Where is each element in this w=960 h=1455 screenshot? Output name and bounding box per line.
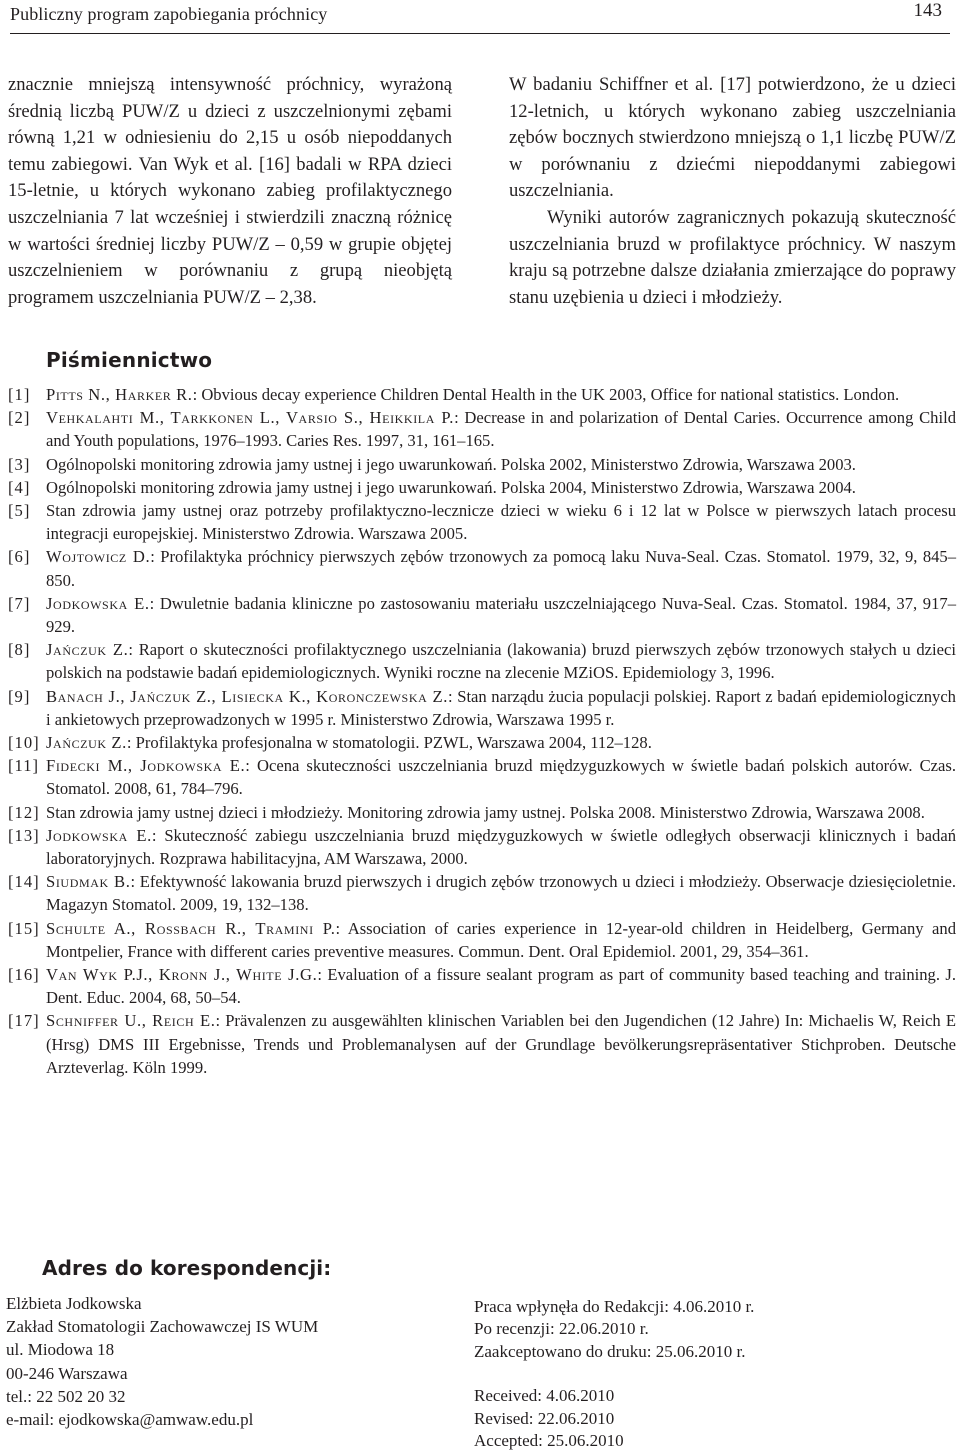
running-header: [10, 0, 950, 34]
references-heading: Piśmiennictwo: [46, 348, 213, 372]
reference-authors: Jańczuk Z.: [46, 640, 129, 660]
body-column-right: [509, 72, 956, 311]
reference-number: [13]: [8, 825, 40, 845]
reference-number: [10]: [8, 733, 40, 753]
date-line-pl: Praca wpłynęła do Redakcji: 4.06.2010 r.: [474, 1297, 755, 1316]
reference-authors: Van Wyk P.J., Kronn J., White J.G.: [46, 965, 318, 985]
reference-text: [46, 801, 956, 824]
reference-item: [8, 476, 956, 499]
address-line: Elżbieta Jodkowska: [6, 1294, 142, 1313]
reference-authors: Schniffer U., Reich E.: [46, 1011, 216, 1031]
manuscript-dates: [474, 1296, 754, 1452]
reference-item: [8, 1009, 956, 1079]
reference-item: [8, 383, 956, 406]
body-column-left: [8, 72, 452, 311]
reference-item: [8, 406, 956, 452]
reference-number: [6]: [8, 547, 31, 567]
reference-item: [8, 801, 956, 824]
reference-number: [7]: [8, 593, 31, 613]
reference-item: [8, 685, 956, 731]
reference-text: [46, 592, 956, 638]
correspondence-heading: Adres do korespondencji:: [42, 1256, 332, 1280]
reference-citation: : Efektywność lakowania bruzd pierwszych i drugich zębów trzonowych u dzieci i młodzieży. Obserwacje dziesięcioletnie. Magazyn Stomatol. 2009, 19, 132–138.: [46, 872, 956, 915]
date-line-en: Received: 4.06.2010: [474, 1386, 615, 1406]
reference-citation: Ogólnopolski monitoring zdrowia jamy ustnej i jego uwarunkowań. Polska 2002, Ministerstwo Zdrowia, Warszawa 2003.: [46, 454, 856, 474]
reference-text: [46, 545, 956, 591]
reference-authors: Pitts N., Harker R.: [46, 385, 193, 404]
body-paragraph: Wyniki autorów zagranicznych pokazują skuteczność uszczelniania bruzd w profilaktyce próchnicy. W naszym kraju są potrzebne dalsze działania zmierzające do poprawy stanu uzębienia u dzieci i młodzieży.: [509, 206, 956, 308]
date-line-pl: Po recenzji: 22.06.2010 r.: [474, 1319, 649, 1339]
reference-text: [46, 685, 956, 731]
page-number: 143: [913, 0, 942, 21]
reference-citation: : Stan narządu żucia populacji polskiej. Raport z badań epidemiologicznych i ankietowych przeprowadzonych w 1995 r. Ministerstwo Zdrowia, Warszawa 1995 r.: [46, 686, 956, 729]
reference-number: [12]: [8, 802, 40, 822]
reference-number: [8]: [8, 640, 31, 660]
reference-text: [46, 963, 956, 1009]
reference-authors: Jodkowska E.: [46, 593, 150, 613]
reference-text: [46, 638, 956, 684]
reference-citation: : Ocena skuteczności uszczelniania bruzd międzyguzkowych w świetle badań polskich autorów. Czas. Stomatol. 2008, 61, 784–796.: [46, 756, 957, 799]
reference-item: [8, 592, 956, 638]
reference-authors: Banach J., Jańczuk Z., Lisiecka K., Koronczewska Z.: [46, 686, 449, 706]
reference-citation: : Raport o skuteczności profilaktycznego uszczelniania (lakowania) bruzd pierwszych zębów trzonowych stałych u dzieci polskich na podstawie badań epidemiologicznych. Wyniki roczne na zlecenie MZiOS. Epidemiology 3, 1996.: [46, 640, 956, 683]
reference-citation: : Obvious decay experience Children Dental Health in the UK 2003, Office for national statistics. London.: [192, 385, 900, 404]
reference-authors: Wojtowicz D.: [46, 547, 151, 567]
reference-text: [46, 824, 956, 870]
reference-number: [2]: [8, 408, 31, 428]
reference-item: [8, 499, 956, 545]
address-line: e-mail: ejodkowska@amwaw.edu.pl: [6, 1410, 254, 1430]
reference-text: [46, 731, 956, 754]
reference-citation: : Dwuletnie badania kliniczne po zastosowaniu materiału uszczelniającego Nuva-Seal. Czas. Stomatol. 1984, 37, 917–929.: [46, 593, 956, 637]
reference-number: [14]: [8, 872, 40, 892]
reference-text: [46, 476, 956, 499]
reference-number: [11]: [8, 756, 40, 776]
reference-text: [46, 383, 956, 406]
reference-number: [16]: [8, 965, 40, 985]
reference-item: [8, 917, 956, 963]
reference-text: [46, 453, 956, 476]
reference-citation: : Prävalenzen zu ausgewählten klinischen Variablen bei den Jugendichen (12 Jahre) In: Michaelis W, Reich E (Hrsg) DMS III Ergebnisse, Trends und Problemanalysen auf der Grundlage bevölkerungsrepräsentativer Stichproben. Deutsche Arzteverlag. Köln 1999.: [46, 1011, 956, 1077]
reference-item: [8, 754, 956, 800]
reference-text: [46, 406, 956, 452]
reference-citation: : Association of caries experience in 12-year-old children in Heidelberg, Germany and Montpelier, France with different caries preventive measures. Commun. Dent. Oral Epidemiol. 2001, 29, 354–361.: [46, 918, 957, 961]
address-line: 00-246 Warszawa: [6, 1363, 128, 1383]
reference-number: [1]: [8, 385, 31, 404]
reference-citation: : Decrease in and polarization of Dental Caries. Occurrence among Child and Youth populations, 1976–1993. Caries Res. 1997, 31, 161–165.: [46, 408, 956, 451]
reference-text: [46, 870, 956, 916]
reference-text: [46, 499, 956, 545]
journal-section-title: Publiczny program zapobiegania próchnicy: [10, 4, 328, 24]
reference-authors: Vehkalahti M., Tarkkonen L., Varsio S., Heikkila P.: [46, 408, 455, 428]
reference-number: [9]: [8, 686, 31, 706]
date-line-en: Revised: 22.06.2010: [474, 1408, 615, 1428]
reference-citation: : Skuteczność zabiegu uszczelniania bruzd międzyguzkowych w świetle odległych obserwacji klinicznych i badań laboratoryjnych. Rozprawa habilitacyjna, AM Warszawa, 2000.: [46, 825, 956, 869]
reference-text: [46, 754, 956, 800]
reference-number: [4]: [8, 477, 31, 497]
reference-number: [3]: [8, 454, 31, 474]
reference-citation: : Evaluation of a fissure sealant program as part of community based teaching and training. J. Dent. Educ. 2004, 68, 50–54.: [46, 965, 956, 1008]
reference-citation: : Profilaktyka próchnicy pierwszych zębów trzonowych za pomocą laku Nuva-Seal. Czas. Stomatol. 1979, 32, 9, 845–850.: [46, 547, 957, 590]
body-paragraph: znacznie mniejszą intensywność próchnicy, wyrażoną średnią liczbą PUW/Z u dzieci z uszczelnionymi zębami równą 1,21 w odniesieniu do 2,15 u osób niepoddanych temu zabiegowi. Van Wyk et al. [16] badali w RPA dzieci 15-letnie, u których wykonano zabieg profilaktycznego uszczelniania 7 lat wcześniej i stwierdzili znaczną różnicę w wartości średniej liczby PUW/Z – 0,59 w grupie objętej uszczelnieniem w porównaniu z grupą nieobjętą programem uszczelniania PUW/Z – 2,38.: [8, 74, 452, 308]
reference-text: [46, 1009, 956, 1079]
correspondence-address: [6, 1292, 318, 1431]
reference-item: [8, 453, 956, 476]
reference-citation: : Profilaktyka profesjonalna w stomatologii. PZWL, Warszawa 2004, 112–128.: [126, 733, 652, 753]
reference-citation: Stan zdrowia jamy ustnej dzieci i młodzieży. Monitoring zdrowia jamy ustnej. Polska 2008. Ministerstwo Zdrowia, Warszawa 2008.: [46, 802, 925, 822]
date-line-pl: Zaakceptowano do druku: 25.06.2010 r.: [474, 1341, 746, 1361]
reference-text: [46, 917, 956, 963]
address-line: ul. Miodowa 18: [6, 1340, 115, 1360]
reference-authors: Schulte A., Rossbach R., Tramini P.: [46, 918, 336, 938]
reference-item: [8, 824, 956, 870]
address-line: Zakład Stomatologii Zachowawczej IS WUM: [6, 1317, 319, 1337]
reference-authors: Jodkowska E.: [46, 825, 152, 845]
reference-citation: Stan zdrowia jamy ustnej oraz potrzeby profilaktyczno-lecznicze dzieci w wieku 6 i 12 lat w Polsce w pierwszych latach procesu integracji europejskiej. Ministerstwo Zdrowia. Warszawa 2005.: [46, 501, 956, 544]
reference-citation: Ogólnopolski monitoring zdrowia jamy ustnej i jego uwarunkowań. Polska 2004, Ministerstwo Zdrowia, Warszawa 2004.: [46, 477, 856, 497]
body-paragraph: W badaniu Schiffner et al. [17] potwierdzono, że u dzieci 12-letnich, u których wykonano zabieg uszczelniania zębów bocznych stwierdzono mniejszą o 1,1 liczbę PUW/Z w porównaniu z dziećmi niepoddanymi zabiegowi uszczelniania.: [509, 74, 956, 202]
date-line-en: Accepted: 25.06.2010: [474, 1431, 624, 1451]
reference-item: [8, 870, 956, 916]
reference-item: [8, 963, 956, 1009]
reference-number: [17]: [8, 1011, 40, 1031]
reference-number: [5]: [8, 501, 31, 521]
reference-authors: Jańczuk Z.: [46, 733, 127, 753]
reference-number: [15]: [8, 918, 40, 938]
reference-list: [8, 383, 956, 1079]
reference-authors: Siudmak B.: [46, 872, 131, 892]
reference-authors: Fidecki M., Jodkowska E.: [46, 756, 246, 776]
address-line: tel.: 22 502 20 32: [6, 1386, 126, 1406]
reference-item: [8, 545, 956, 591]
reference-item: [8, 731, 956, 754]
reference-item: [8, 638, 956, 684]
